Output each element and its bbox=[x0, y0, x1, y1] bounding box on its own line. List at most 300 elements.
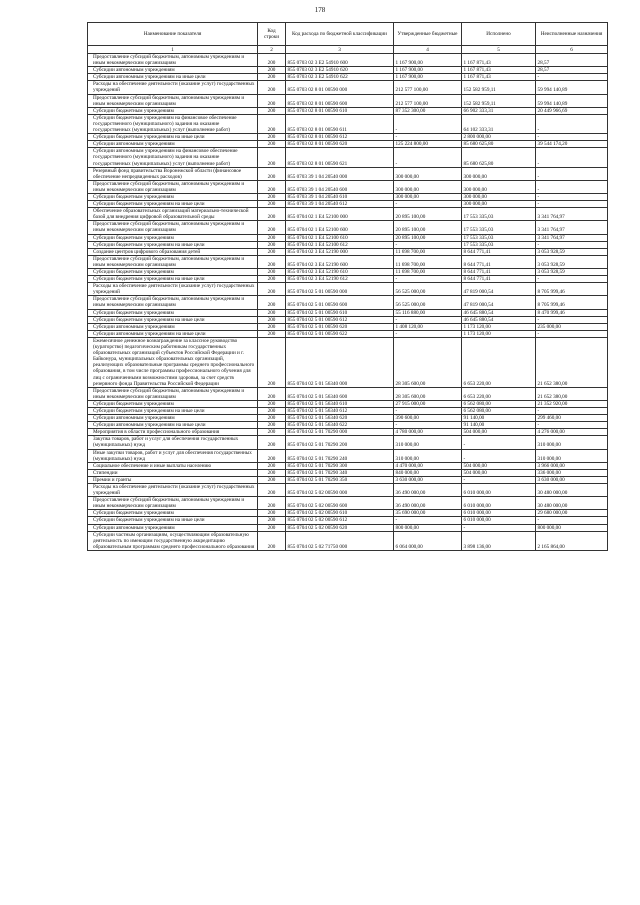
row-line-code: 200 bbox=[258, 309, 286, 316]
row-name: Социальное обеспечение и иные выплаты населению bbox=[88, 462, 258, 469]
row-line-code: 200 bbox=[258, 531, 286, 550]
table-row bbox=[88, 269, 608, 276]
row-unexecuted: 3 341 764,97 bbox=[536, 234, 608, 241]
row-budget-code: 855 0704 02 3 E4 52190 612 bbox=[286, 276, 394, 283]
column-number-row bbox=[88, 46, 608, 54]
row-budget-code: 855 0703 39 1 04 20540 610 bbox=[286, 193, 394, 200]
row-unexecuted: - bbox=[536, 148, 608, 167]
row-unexecuted: 8 470 999,46 bbox=[536, 309, 608, 316]
row-budget-code: 855 0704 02 5 01 00590 000 bbox=[286, 283, 394, 296]
table-row bbox=[88, 67, 608, 74]
row-line-code: 200 bbox=[258, 141, 286, 148]
row-name: Субсидии автономным учреждениям bbox=[88, 524, 258, 531]
row-approved: 28 305 600,00 bbox=[394, 387, 462, 400]
row-executed: 46 645 880,54 bbox=[462, 309, 536, 316]
table-row bbox=[88, 255, 608, 268]
table-row bbox=[88, 167, 608, 180]
row-line-code: 200 bbox=[258, 54, 286, 67]
row-name: Субсидии бюджетным учреждениям bbox=[88, 269, 258, 276]
row-name: Предоставление субсидий бюджетным, автономным учреждениям и иным некоммерческим организациям bbox=[88, 54, 258, 67]
row-budget-code: 855 0704 02 5 01 70290 000 bbox=[286, 429, 394, 436]
row-budget-code: 855 0703 02 8 01 00590 000 bbox=[286, 81, 394, 94]
row-line-code: 200 bbox=[258, 241, 286, 248]
row-unexecuted: - bbox=[536, 74, 608, 81]
row-budget-code: 855 0704 02 5 01 56340 000 bbox=[286, 337, 394, 387]
table-row bbox=[88, 94, 608, 107]
row-line-code: 200 bbox=[258, 337, 286, 387]
table-row bbox=[88, 208, 608, 221]
row-approved: 11 698 700,00 bbox=[394, 269, 462, 276]
row-budget-code: 855 0703 02 8 01 00590 610 bbox=[286, 107, 394, 114]
table-row bbox=[88, 201, 608, 208]
row-name: Субсидии бюджетным учреждениям на иные цели bbox=[88, 517, 258, 524]
table-row bbox=[88, 248, 608, 255]
table-row bbox=[88, 524, 608, 531]
row-approved: 20 895 100,00 bbox=[394, 208, 462, 221]
row-name: Субсидии автономным учреждениям bbox=[88, 415, 258, 422]
row-budget-code: 855 0704 02 5 01 56340 620 bbox=[286, 415, 394, 422]
row-budget-code: 855 0703 39 1 04 20540 612 bbox=[286, 201, 394, 208]
row-line-code: 200 bbox=[258, 296, 286, 309]
row-approved: 27 915 000,00 bbox=[394, 400, 462, 407]
row-unexecuted: - bbox=[536, 134, 608, 141]
row-name: Субсидии автономным учреждениям на иные цели bbox=[88, 330, 258, 337]
row-name: Субсидии бюджетным учреждениям на иные цели bbox=[88, 241, 258, 248]
row-line-code: 200 bbox=[258, 484, 286, 497]
row-line-code: 200 bbox=[258, 114, 286, 133]
col-number: 3 bbox=[286, 46, 394, 54]
table-row bbox=[88, 193, 608, 200]
row-budget-code: 855 0704 02 3 E4 52190 600 bbox=[286, 255, 394, 268]
row-unexecuted: 30 480 000,00 bbox=[536, 484, 608, 497]
row-unexecuted: 310 000,00 bbox=[536, 449, 608, 462]
row-line-code: 200 bbox=[258, 415, 286, 422]
col-header-line-code: Код строки bbox=[258, 23, 286, 46]
row-approved: 310 000,00 bbox=[394, 436, 462, 449]
row-executed: 2 800 000,00 bbox=[462, 134, 536, 141]
table-row bbox=[88, 114, 608, 133]
row-unexecuted: 21 652 380,00 bbox=[536, 387, 608, 400]
table-row bbox=[88, 276, 608, 283]
row-unexecuted: - bbox=[536, 330, 608, 337]
row-line-code: 200 bbox=[258, 193, 286, 200]
row-budget-code: 855 0704 02 1 E4 52100 610 bbox=[286, 234, 394, 241]
row-budget-code: 855 0704 02 5 01 00590 622 bbox=[286, 330, 394, 337]
row-budget-code: 855 0704 02 5 01 70290 240 bbox=[286, 449, 394, 462]
row-line-code: 200 bbox=[258, 316, 286, 323]
row-budget-code: 855 0703 39 1 04 20540 600 bbox=[286, 180, 394, 193]
row-name: Субсидии бюджетным учреждениям на иные цели bbox=[88, 407, 258, 414]
row-name: Субсидии автономным учреждениям bbox=[88, 67, 258, 74]
row-approved: 36 490 000,00 bbox=[394, 497, 462, 510]
row-approved: 125 224 800,00 bbox=[394, 141, 462, 148]
row-unexecuted: 3 341 764,97 bbox=[536, 221, 608, 234]
row-line-code: 200 bbox=[258, 323, 286, 330]
row-line-code: 200 bbox=[258, 524, 286, 531]
row-unexecuted: - bbox=[536, 316, 608, 323]
row-budget-code: 855 0704 02 5 02 00590 612 bbox=[286, 517, 394, 524]
row-line-code: 200 bbox=[258, 422, 286, 429]
row-budget-code: 855 0703 02 3 E2 54910 600 bbox=[286, 54, 394, 67]
row-approved: - bbox=[394, 241, 462, 248]
row-executed: 8 644 771,41 bbox=[462, 269, 536, 276]
table-row bbox=[88, 462, 608, 469]
row-approved: 56 525 000,00 bbox=[394, 296, 462, 309]
page-number: 178 bbox=[314, 6, 326, 14]
row-line-code: 200 bbox=[258, 476, 286, 483]
table-row bbox=[88, 510, 608, 517]
row-name: Расходы на обеспечение деятельности (оказание услуг) государственных учреждений bbox=[88, 283, 258, 296]
table-row bbox=[88, 387, 608, 400]
row-line-code: 200 bbox=[258, 269, 286, 276]
row-line-code: 200 bbox=[258, 436, 286, 449]
row-approved: 300 000,00 bbox=[394, 167, 462, 180]
row-approved: 1 408 120,00 bbox=[394, 323, 462, 330]
row-budget-code: 855 0704 02 1 E4 52100 000 bbox=[286, 208, 394, 221]
row-unexecuted: - bbox=[536, 241, 608, 248]
row-line-code: 200 bbox=[258, 407, 286, 414]
row-name: Субсидии автономным учреждениям bbox=[88, 141, 258, 148]
row-budget-code: 855 0704 02 5 01 56340 622 bbox=[286, 422, 394, 429]
col-header-budget-code: Код расхода по бюджетной классификации bbox=[286, 23, 394, 46]
table-row bbox=[88, 484, 608, 497]
row-line-code: 200 bbox=[258, 208, 286, 221]
row-line-code: 200 bbox=[258, 248, 286, 255]
table-row bbox=[88, 422, 608, 429]
row-executed: 6 010 000,00 bbox=[462, 510, 536, 517]
row-approved: 20 895 100,00 bbox=[394, 234, 462, 241]
row-approved: - bbox=[394, 316, 462, 323]
row-line-code: 200 bbox=[258, 134, 286, 141]
row-name: Субсидии автономным учреждениям на иные цели bbox=[88, 74, 258, 81]
row-name: Обеспечение образовательных организаций материально-технической базой для внедрения цифровой образовательной среды bbox=[88, 208, 258, 221]
row-executed: 300 000,00 bbox=[462, 193, 536, 200]
row-executed: 91 140,00 bbox=[462, 422, 536, 429]
row-executed: 66 902 333,31 bbox=[462, 107, 536, 114]
row-name: Расходы на обеспечение деятельности (оказание услуг) государственных учреждений bbox=[88, 81, 258, 94]
row-approved: 6 064 000,00 bbox=[394, 531, 462, 550]
row-name: Предоставление субсидий бюджетным, автономным учреждениям и иным некоммерческим организациям bbox=[88, 94, 258, 107]
col-number: 2 bbox=[258, 46, 286, 54]
row-unexecuted: 20 449 966,69 bbox=[536, 107, 608, 114]
row-name: Субсидии частным организациям, осуществляющим образовательную деятельность по имеющим государственную аккредитацию образовательным программам среднего профессионального образования bbox=[88, 531, 258, 550]
row-executed: 504 000,00 bbox=[462, 429, 536, 436]
row-executed: - bbox=[462, 476, 536, 483]
row-unexecuted: 4 276 000,00 bbox=[536, 429, 608, 436]
row-name: Субсидии бюджетным учреждениям bbox=[88, 107, 258, 114]
row-budget-code: 855 0704 02 5 02 00590 610 bbox=[286, 510, 394, 517]
row-approved: 800 000,00 bbox=[394, 524, 462, 531]
row-unexecuted: 28,57 bbox=[536, 54, 608, 67]
row-name: Премии и гранты bbox=[88, 476, 258, 483]
row-line-code: 200 bbox=[258, 400, 286, 407]
table-row bbox=[88, 531, 608, 550]
row-name: Стипендии bbox=[88, 469, 258, 476]
row-budget-code: 855 0704 02 1 E4 52100 612 bbox=[286, 241, 394, 248]
row-unexecuted: - bbox=[536, 517, 608, 524]
row-unexecuted: 235 000,00 bbox=[536, 323, 608, 330]
row-unexecuted: - bbox=[536, 276, 608, 283]
row-executed: 152 582 959,11 bbox=[462, 81, 536, 94]
row-unexecuted: - bbox=[536, 422, 608, 429]
row-line-code: 200 bbox=[258, 449, 286, 462]
row-executed: 6 653 220,00 bbox=[462, 337, 536, 387]
row-name: Создание центров цифрового образования детей bbox=[88, 248, 258, 255]
row-budget-code: 855 0704 02 5 01 00590 612 bbox=[286, 316, 394, 323]
row-approved: - bbox=[394, 407, 462, 414]
row-line-code: 200 bbox=[258, 469, 286, 476]
row-line-code: 200 bbox=[258, 148, 286, 167]
row-budget-code: 855 0704 02 3 E4 52190 610 bbox=[286, 269, 394, 276]
row-line-code: 200 bbox=[258, 81, 286, 94]
row-unexecuted: - bbox=[536, 114, 608, 133]
row-budget-code: 855 0704 02 5 01 70290 300 bbox=[286, 462, 394, 469]
row-executed: 6 010 000,00 bbox=[462, 517, 536, 524]
row-unexecuted: 3 053 928,59 bbox=[536, 269, 608, 276]
row-name: Субсидии бюджетным учреждениям bbox=[88, 309, 258, 316]
row-line-code: 200 bbox=[258, 94, 286, 107]
row-name: Ежемесячное денежное вознаграждение за классное руководство (кураторство) педагогическим работникам государственных образовательных организаций субъектов Российской Федерации и г. Байконура, муниципальных образовательных организаций, реализующих образовательные программы среднего профессионального образования, в том числе программы профессионального обучения для лиц с ограниченными возможностями здоровья, за счет средств резервного фонда Правительства Российской Федерации bbox=[88, 337, 258, 387]
row-executed: 17 553 335,03 bbox=[462, 221, 536, 234]
row-unexecuted: 59 994 140,89 bbox=[536, 94, 608, 107]
row-budget-code: 855 0704 02 5 01 56340 600 bbox=[286, 387, 394, 400]
row-unexecuted: 21 352 920,00 bbox=[536, 400, 608, 407]
row-approved: 300 000,00 bbox=[394, 193, 462, 200]
row-unexecuted: 310 000,00 bbox=[536, 436, 608, 449]
col-header-name: Наименование показателя bbox=[88, 23, 258, 46]
row-approved: - bbox=[394, 330, 462, 337]
row-executed: 6 562 080,00 bbox=[462, 400, 536, 407]
row-unexecuted: 30 480 000,00 bbox=[536, 497, 608, 510]
row-line-code: 200 bbox=[258, 221, 286, 234]
row-approved: 56 525 000,00 bbox=[394, 283, 462, 296]
table-row bbox=[88, 330, 608, 337]
row-budget-code: 855 0703 02 8 01 00590 621 bbox=[286, 148, 394, 167]
row-approved: 4 780 000,00 bbox=[394, 429, 462, 436]
row-budget-code: 855 0703 02 8 01 00590 612 bbox=[286, 134, 394, 141]
row-unexecuted: 21 652 380,00 bbox=[536, 337, 608, 387]
row-line-code: 200 bbox=[258, 180, 286, 193]
row-unexecuted: - bbox=[536, 167, 608, 180]
row-executed: - bbox=[462, 449, 536, 462]
row-name: Предоставление субсидий бюджетным, автономным учреждениям и иным некоммерческим организациям bbox=[88, 387, 258, 400]
header-row bbox=[88, 23, 608, 46]
budget-table bbox=[87, 22, 608, 551]
row-budget-code: 855 0704 02 5 01 56340 612 bbox=[286, 407, 394, 414]
col-number: 6 bbox=[536, 46, 608, 54]
row-approved: 212 577 100,00 bbox=[394, 81, 462, 94]
row-executed: 8 644 771,41 bbox=[462, 276, 536, 283]
row-budget-code: 855 0704 02 5 01 00590 600 bbox=[286, 296, 394, 309]
table-row bbox=[88, 476, 608, 483]
table-row bbox=[88, 436, 608, 449]
row-executed: 1 173 120,00 bbox=[462, 330, 536, 337]
row-approved: 390 600,00 bbox=[394, 415, 462, 422]
row-approved: 11 698 700,00 bbox=[394, 248, 462, 255]
row-executed: 1 173 120,00 bbox=[462, 323, 536, 330]
row-name: Субсидии бюджетным учреждениям на иные цели bbox=[88, 134, 258, 141]
row-executed: 1 167 871,43 bbox=[462, 67, 536, 74]
row-executed: 47 819 000,54 bbox=[462, 283, 536, 296]
row-line-code: 200 bbox=[258, 167, 286, 180]
row-name: Субсидии бюджетным учреждениям bbox=[88, 510, 258, 517]
row-unexecuted: 8 705 999,46 bbox=[536, 296, 608, 309]
row-line-code: 200 bbox=[258, 255, 286, 268]
row-budget-code: 855 0704 02 5 02 00590 600 bbox=[286, 497, 394, 510]
table-row bbox=[88, 221, 608, 234]
row-approved: 87 352 300,00 bbox=[394, 107, 462, 114]
row-budget-code: 855 0703 02 8 01 00590 600 bbox=[286, 94, 394, 107]
row-executed: 300 000,00 bbox=[462, 201, 536, 208]
row-name: Предоставление субсидий бюджетным, автономным учреждениям и иным некоммерческим организациям bbox=[88, 180, 258, 193]
table-row bbox=[88, 415, 608, 422]
row-approved: 310 000,00 bbox=[394, 449, 462, 462]
row-approved: 1 167 900,00 bbox=[394, 67, 462, 74]
row-approved: - bbox=[394, 134, 462, 141]
row-unexecuted: 299 460,00 bbox=[536, 415, 608, 422]
row-name: Субсидии бюджетным учреждениям на иные цели bbox=[88, 316, 258, 323]
row-budget-code: 855 0704 02 5 01 56340 610 bbox=[286, 400, 394, 407]
table-row bbox=[88, 337, 608, 387]
table-row bbox=[88, 429, 608, 436]
col-header-unexecuted: Неисполненные назначения bbox=[536, 23, 608, 46]
row-executed: 504 000,00 bbox=[462, 462, 536, 469]
row-budget-code: 855 0703 02 3 E2 54910 622 bbox=[286, 74, 394, 81]
row-line-code: 200 bbox=[258, 330, 286, 337]
row-unexecuted: 3 341 764,97 bbox=[536, 208, 608, 221]
row-budget-code: 855 0704 02 5 01 00590 610 bbox=[286, 309, 394, 316]
row-name: Субсидии бюджетным учреждениям на финансовое обеспечение государственного (муниципального) задания на оказание государственных (муниципальных) услуг (выполнение работ) bbox=[88, 114, 258, 133]
row-approved: 212 577 100,00 bbox=[394, 94, 462, 107]
table-row bbox=[88, 180, 608, 193]
row-name: Предоставление субсидий бюджетным, автономным учреждениям и иным некоммерческим организациям bbox=[88, 221, 258, 234]
row-unexecuted: 59 994 140,89 bbox=[536, 81, 608, 94]
row-name: Субсидии автономным учреждениям на финансовое обеспечение государственного (муниципального) задания на оказание государственных (муниципальных) услуг (выполнение работ) bbox=[88, 148, 258, 167]
row-name: Предоставление субсидий бюджетным, автономным учреждениям и иным некоммерческим организациям bbox=[88, 497, 258, 510]
col-header-approved: Утвержденные бюджетные bbox=[394, 23, 462, 46]
row-line-code: 200 bbox=[258, 497, 286, 510]
row-unexecuted: 28,57 bbox=[536, 67, 608, 74]
row-line-code: 200 bbox=[258, 517, 286, 524]
col-number: 4 bbox=[394, 46, 462, 54]
row-budget-code: 855 0703 39 1 04 20540 000 bbox=[286, 167, 394, 180]
row-line-code: 200 bbox=[258, 74, 286, 81]
row-executed: 17 553 335,03 bbox=[462, 234, 536, 241]
row-approved: - bbox=[394, 422, 462, 429]
row-unexecuted: 29 680 000,00 bbox=[536, 510, 608, 517]
row-approved: 300 000,00 bbox=[394, 180, 462, 193]
row-executed: 6 010 000,00 bbox=[462, 484, 536, 497]
table-row bbox=[88, 54, 608, 67]
row-executed: 300 000,00 bbox=[462, 180, 536, 193]
row-executed: 64 102 333,31 bbox=[462, 114, 536, 133]
row-executed: 91 140,00 bbox=[462, 415, 536, 422]
table-row bbox=[88, 234, 608, 241]
row-line-code: 200 bbox=[258, 276, 286, 283]
col-number: 5 bbox=[462, 46, 536, 54]
row-unexecuted: - bbox=[536, 407, 608, 414]
row-executed: 6 562 080,00 bbox=[462, 407, 536, 414]
table-row bbox=[88, 309, 608, 316]
table-row bbox=[88, 323, 608, 330]
row-line-code: 200 bbox=[258, 462, 286, 469]
row-line-code: 200 bbox=[258, 201, 286, 208]
row-executed: 8 644 771,41 bbox=[462, 248, 536, 255]
row-budget-code: 855 0704 02 5 01 00590 620 bbox=[286, 323, 394, 330]
row-name: Иные закупки товаров, работ и услуг для обеспечения государственных (муниципальных) нужд bbox=[88, 449, 258, 462]
row-unexecuted: - bbox=[536, 193, 608, 200]
col-number: 1 bbox=[88, 46, 258, 54]
row-line-code: 200 bbox=[258, 283, 286, 296]
row-approved: 1 167 900,00 bbox=[394, 74, 462, 81]
row-approved: - bbox=[394, 517, 462, 524]
row-budget-code: 855 0704 02 5 01 70290 350 bbox=[286, 476, 394, 483]
row-approved: 35 690 000,00 bbox=[394, 510, 462, 517]
row-executed: 152 582 959,11 bbox=[462, 94, 536, 107]
row-executed: 1 167 871,43 bbox=[462, 54, 536, 67]
row-unexecuted: 3 966 000,00 bbox=[536, 462, 608, 469]
table-row bbox=[88, 81, 608, 94]
col-header-executed: Исполнено bbox=[462, 23, 536, 46]
row-unexecuted: 336 000,00 bbox=[536, 469, 608, 476]
row-unexecuted: 2 165 864,00 bbox=[536, 531, 608, 550]
row-executed: 3 898 136,00 bbox=[462, 531, 536, 550]
row-name: Субсидии бюджетным учреждениям на иные цели bbox=[88, 201, 258, 208]
row-line-code: 200 bbox=[258, 387, 286, 400]
row-name: Предоставление субсидий бюджетным, автономным учреждениям и иным некоммерческим организациям bbox=[88, 296, 258, 309]
row-unexecuted: 800 000,00 bbox=[536, 524, 608, 531]
table-row bbox=[88, 316, 608, 323]
row-executed: 85 680 625,80 bbox=[462, 141, 536, 148]
row-line-code: 200 bbox=[258, 107, 286, 114]
table-row bbox=[88, 296, 608, 309]
table-row bbox=[88, 141, 608, 148]
row-budget-code: 855 0704 02 5 01 70290 200 bbox=[286, 436, 394, 449]
row-budget-code: 855 0704 02 3 E4 52190 000 bbox=[286, 248, 394, 255]
table-body bbox=[88, 54, 608, 551]
row-unexecuted: - bbox=[536, 201, 608, 208]
row-unexecuted: 3 053 928,59 bbox=[536, 248, 608, 255]
row-line-code: 200 bbox=[258, 429, 286, 436]
table-row bbox=[88, 407, 608, 414]
table-row bbox=[88, 517, 608, 524]
row-line-code: 200 bbox=[258, 510, 286, 517]
table-row bbox=[88, 241, 608, 248]
row-approved: - bbox=[394, 276, 462, 283]
table-row bbox=[88, 283, 608, 296]
row-budget-code: 855 0704 02 5 02 00590 000 bbox=[286, 484, 394, 497]
row-approved: - bbox=[394, 148, 462, 167]
row-executed: 8 644 771,41 bbox=[462, 255, 536, 268]
row-unexecuted: - bbox=[536, 180, 608, 193]
row-budget-code: 855 0703 02 3 E2 54910 620 bbox=[286, 67, 394, 74]
row-executed: 6 653 220,00 bbox=[462, 387, 536, 400]
table-row bbox=[88, 449, 608, 462]
row-executed: 1 167 871,43 bbox=[462, 74, 536, 81]
row-approved: 55 116 880,00 bbox=[394, 309, 462, 316]
row-name: Субсидии бюджетным учреждениям bbox=[88, 234, 258, 241]
row-approved: 36 490 000,00 bbox=[394, 484, 462, 497]
row-approved: 28 305 600,00 bbox=[394, 337, 462, 387]
row-approved: 4 470 000,00 bbox=[394, 462, 462, 469]
row-name: Предоставление субсидий бюджетным, автономным учреждениям и иным некоммерческим организациям bbox=[88, 255, 258, 268]
row-executed: 17 553 335,03 bbox=[462, 208, 536, 221]
row-budget-code: 855 0703 02 8 01 00590 620 bbox=[286, 141, 394, 148]
row-executed: 6 010 000,00 bbox=[462, 497, 536, 510]
row-executed: 17 553 335,03 bbox=[462, 241, 536, 248]
row-executed: - bbox=[462, 436, 536, 449]
row-name: Субсидии бюджетным учреждениям на иные цели bbox=[88, 276, 258, 283]
